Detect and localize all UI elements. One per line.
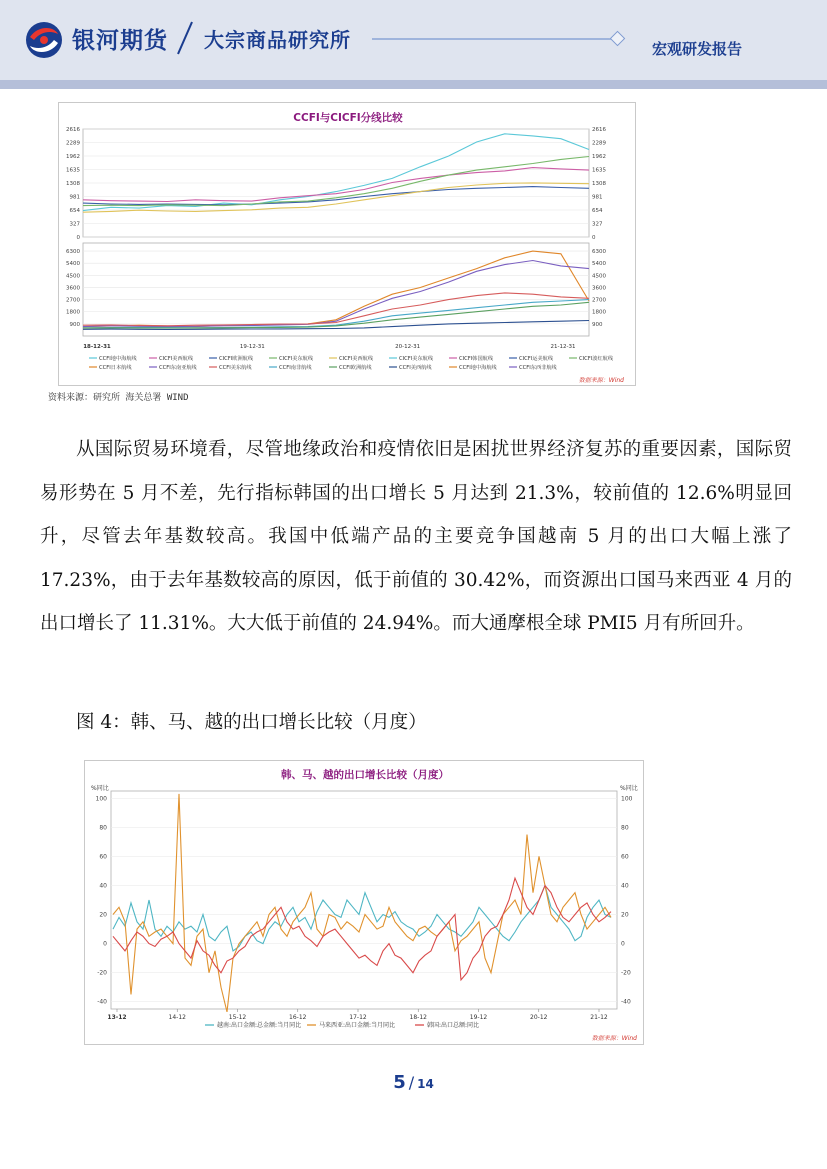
chart2-y-tick-left: -40 xyxy=(97,998,107,1006)
chart1-legend-label: CICFI波红航线 xyxy=(579,356,614,362)
export-growth-chart xyxy=(84,760,644,1045)
chart2-y-tick-left: -20 xyxy=(97,969,107,977)
chart1-y-tick-right: 327 xyxy=(592,221,603,228)
chart1-y-tick-right: 4500 xyxy=(592,273,606,280)
body-paragraph: 从国际贸易环境看，尽管地缘政治和疫情依旧是困扰世界经济复苏的重要因素，国际贸易形势在 5 月不差，先行指标韩国的出口增长 5 月达到 21.3%，较前值的 12.6%明显回升，尽管去年基数较高。我国中低端产品的主要竞争国越南 5 月的出口大幅上涨了 17.23%，由于去年基数较高的原因，低于前值的 30.42%，而资源出口国马来西亚 4 月的出口增长了 11.31%。大大低于前值的 24.94%。而大通摩根全球 PMI5 月有所回升。 xyxy=(40,439,792,634)
chart2-legend-label: 韩国:出口总额:同比 xyxy=(427,1022,480,1029)
chart1-legend-label: CICFI运美航线 xyxy=(519,356,554,362)
chart2-x-tick: 21-12 xyxy=(590,1014,608,1021)
chart1-legend-label: CCFI地中海航线 xyxy=(99,356,137,362)
chart1-y-tick-left: 6300 xyxy=(66,249,80,256)
chart1-y-tick-right: 900 xyxy=(592,321,603,328)
chart1-y-tick-left: 900 xyxy=(69,321,80,328)
chart1-series-line xyxy=(83,187,589,205)
chart1-y-tick-right: 3600 xyxy=(592,285,606,292)
chart2-y-unit-left: %同比 xyxy=(91,785,109,792)
chart1-y-tick-right: 6300 xyxy=(592,249,606,256)
chart1-y-tick-right: 0 xyxy=(592,235,596,241)
chart1-series-line xyxy=(83,251,589,327)
report-type: 宏观研发报告 xyxy=(652,40,743,58)
chart2-legend-label: 马来西亚:出口金额:当月同比 xyxy=(319,1022,396,1029)
chart2-y-tick-left: 20 xyxy=(99,911,107,919)
chart1-y-tick-left: 327 xyxy=(69,221,80,228)
chart2-y-tick-right: -40 xyxy=(621,998,631,1006)
chart1-y-tick-left: 1962 xyxy=(66,154,80,160)
chart1-legend-label: CICFI美东航线 xyxy=(279,356,314,362)
chart2-y-tick-left: 100 xyxy=(95,795,107,803)
chart1-y-tick-left: 981 xyxy=(69,194,80,201)
chart1-y-tick-right: 2616 xyxy=(592,127,606,133)
chart1-series-line xyxy=(83,134,589,211)
chart2-x-tick: 16-12 xyxy=(289,1014,307,1021)
chart1-x-tick: 20-12-31 xyxy=(395,344,421,350)
chart2-y-tick-left: 0 xyxy=(103,940,107,948)
chart1-legend-label: CICFI欧洲航线 xyxy=(219,356,254,362)
header-rule xyxy=(372,38,612,40)
chart1-legend-label: CCFI日本航线 xyxy=(99,365,132,371)
chart1-y-tick-left: 2289 xyxy=(66,140,80,147)
chart2-y-tick-right: 100 xyxy=(621,795,633,803)
chart1-y-tick-left: 3600 xyxy=(66,285,80,292)
chart1-x-tick: 21-12-31 xyxy=(550,344,576,350)
chart1-y-tick-right: 5400 xyxy=(592,261,606,268)
chart1-y-tick-left: 5400 xyxy=(66,261,80,268)
chart1-y-tick-right: 2289 xyxy=(592,140,606,147)
chart1-y-tick-left: 1308 xyxy=(66,181,80,187)
chart1-legend-label: CCFI美东航线 xyxy=(219,365,252,371)
chart1-y-tick-left: 1800 xyxy=(66,309,80,316)
chart2-source: 数据来源：Wind xyxy=(591,1035,637,1042)
chart1-y-tick-right: 1635 xyxy=(592,167,606,174)
figure4-caption: 图 4：韩、马、越的出口增长比较（月度） xyxy=(76,712,427,733)
chart1-x-tick: 18-12-31 xyxy=(83,344,111,350)
chart2-x-tick: 17-12 xyxy=(349,1014,367,1021)
chart1-source: 数据来源：Wind xyxy=(578,377,624,384)
chart2-x-tick: 14-12 xyxy=(168,1014,186,1021)
chart2-plot-frame xyxy=(111,791,617,1009)
chart1-legend-label: CICFI美东航线 xyxy=(399,356,434,362)
total-pages: 14 xyxy=(417,1077,434,1091)
chart2-series-line xyxy=(113,886,611,951)
page-number xyxy=(0,1072,827,1093)
chart2-legend-label: 越南:出口金额:总金额:当月同比 xyxy=(217,1022,302,1029)
galaxy-logo-icon xyxy=(24,20,64,60)
chart2-x-tick: 20-12 xyxy=(530,1014,548,1021)
chart1-y-tick-right: 2700 xyxy=(592,297,606,304)
chart1-y-tick-right: 1800 xyxy=(592,309,606,316)
chart2-x-tick: 13-12 xyxy=(107,1014,127,1021)
chart1-y-tick-right: 654 xyxy=(592,208,603,214)
chart2-y-tick-right: 20 xyxy=(621,911,629,919)
chart1-y-tick-right: 1308 xyxy=(592,181,606,187)
chart1-legend-label: CCFI地中海航线 xyxy=(459,365,497,371)
chart1-y-tick-left: 4500 xyxy=(66,273,80,280)
chart1-legend-label: CCFI欧洲航线 xyxy=(339,365,372,371)
chart1-legend-label: CCFI东西非航线 xyxy=(519,365,557,371)
department-name: 大宗商品研究所 xyxy=(204,28,351,52)
chart2-y-tick-right: 40 xyxy=(621,882,629,890)
header-stripe xyxy=(0,80,827,89)
chart2-y-tick-right: 80 xyxy=(621,824,629,832)
chart2-y-tick-left: 80 xyxy=(99,824,107,832)
chart1-y-tick-right: 981 xyxy=(592,194,603,201)
chart1-y-tick-left: 2616 xyxy=(66,127,80,133)
chart2-series-line xyxy=(113,878,611,980)
chart1-y-tick-right: 1962 xyxy=(592,154,606,160)
chart2-title: 韩、马、越的出口增长比较（月度） xyxy=(281,769,449,781)
chart1-legend-label: CCFI南非航线 xyxy=(279,365,312,371)
chart1-legend-label: CICFI美西航线 xyxy=(159,356,194,362)
chart1-legend-label: CICFI美西航线 xyxy=(339,356,374,362)
header-slash-divider xyxy=(170,18,200,58)
chart1-y-tick-left: 2700 xyxy=(66,297,80,304)
chart1-y-tick-left: 0 xyxy=(76,235,80,241)
chart2-x-tick: 18-12 xyxy=(409,1014,427,1021)
current-page: 5 xyxy=(393,1072,406,1093)
chart1-y-tick-left: 654 xyxy=(69,208,80,214)
chart2-y-tick-right: -20 xyxy=(621,969,631,977)
chart2-y-tick-right: 60 xyxy=(621,853,629,861)
chart2-y-tick-left: 40 xyxy=(99,882,107,890)
chart2-x-tick: 19-12 xyxy=(469,1014,488,1021)
page-slash: / xyxy=(408,1073,415,1092)
chart1-legend-label: CICFI韩国航线 xyxy=(459,356,494,362)
chart1-x-tick: 19-12-31 xyxy=(239,344,265,350)
chart1-legend-label: CCFI东南亚航线 xyxy=(159,365,197,371)
chart1-y-tick-left: 1635 xyxy=(66,167,80,174)
brand-name: 银河期货 xyxy=(72,28,168,54)
figure3-source-note: 资料来源：研究所 海关总署 WIND xyxy=(48,393,189,403)
chart1-series-line xyxy=(83,157,589,206)
chart2-y-tick-left: 60 xyxy=(99,853,107,861)
chart1-title: CCFI与CICFI分线比较 xyxy=(293,112,403,124)
chart2-x-tick: 15-12 xyxy=(228,1014,247,1021)
ccfi-chart xyxy=(58,102,636,386)
chart2-y-tick-right: 0 xyxy=(621,940,625,948)
chart2-y-unit-right: %同比 xyxy=(620,785,638,792)
chart1-legend-label: CCFI美西航线 xyxy=(399,365,432,371)
